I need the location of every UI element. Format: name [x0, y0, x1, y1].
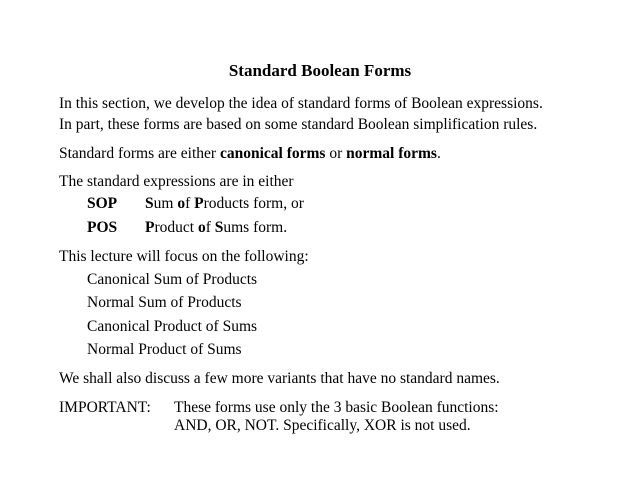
sop-text-roducts: roducts form, or: [203, 195, 304, 212]
intro-line-2: In part, these forms are based on some standard Boolean simplification rules.: [59, 116, 538, 133]
sop-line: [87, 195, 304, 213]
sop-text-f: f: [185, 195, 195, 212]
sop-abbr: SOP: [87, 195, 118, 212]
forms-middle: or: [325, 145, 347, 162]
important-label: IMPORTANT:: [59, 399, 151, 416]
important-line-1: [59, 399, 499, 417]
focus-item: Normal Sum of Products: [87, 294, 242, 311]
pos-text-roduct: roduct: [154, 219, 198, 236]
sop-letter-p: P: [194, 195, 204, 212]
pos-letter-s: S: [214, 219, 224, 236]
forms-suffix: .: [436, 145, 441, 162]
forms-sentence: [59, 145, 441, 163]
expressions-intro: The standard expressions are in either: [59, 173, 294, 190]
pos-line: [87, 219, 287, 237]
pos-text-f: f: [205, 219, 215, 236]
important-line-2: AND, OR, NOT. Specifically, XOR is not used.: [174, 417, 471, 434]
focus-item: Canonical Sum of Products: [87, 271, 258, 288]
sop-letter-o: o: [177, 195, 186, 212]
slide-title: Standard Boolean Forms: [228, 61, 412, 80]
pos-text-ums: ums form.: [223, 219, 288, 236]
sop-letter-s: S: [145, 195, 154, 212]
important-text-1: These forms use only the 3 basic Boolean functions:: [174, 399, 499, 416]
pos-letter-p: P: [145, 219, 155, 236]
focus-intro: This lecture will focus on the following:: [59, 248, 309, 265]
focus-item: Canonical Product of Sums: [87, 318, 258, 335]
canonical-forms-term: canonical forms: [219, 145, 326, 162]
intro-line-1: In this section, we develop the idea of standard forms of Boolean expressions.: [59, 95, 543, 112]
forms-prefix: Standard forms are either: [59, 145, 220, 162]
focus-item: Normal Product of Sums: [87, 341, 242, 358]
variants-sentence: We shall also discuss a few more variants that have no standard names.: [59, 370, 500, 387]
sop-text-um: um: [153, 195, 178, 212]
pos-letter-o: o: [197, 219, 206, 236]
pos-abbr: POS: [87, 219, 118, 236]
normal-forms-term: normal forms: [346, 145, 437, 162]
